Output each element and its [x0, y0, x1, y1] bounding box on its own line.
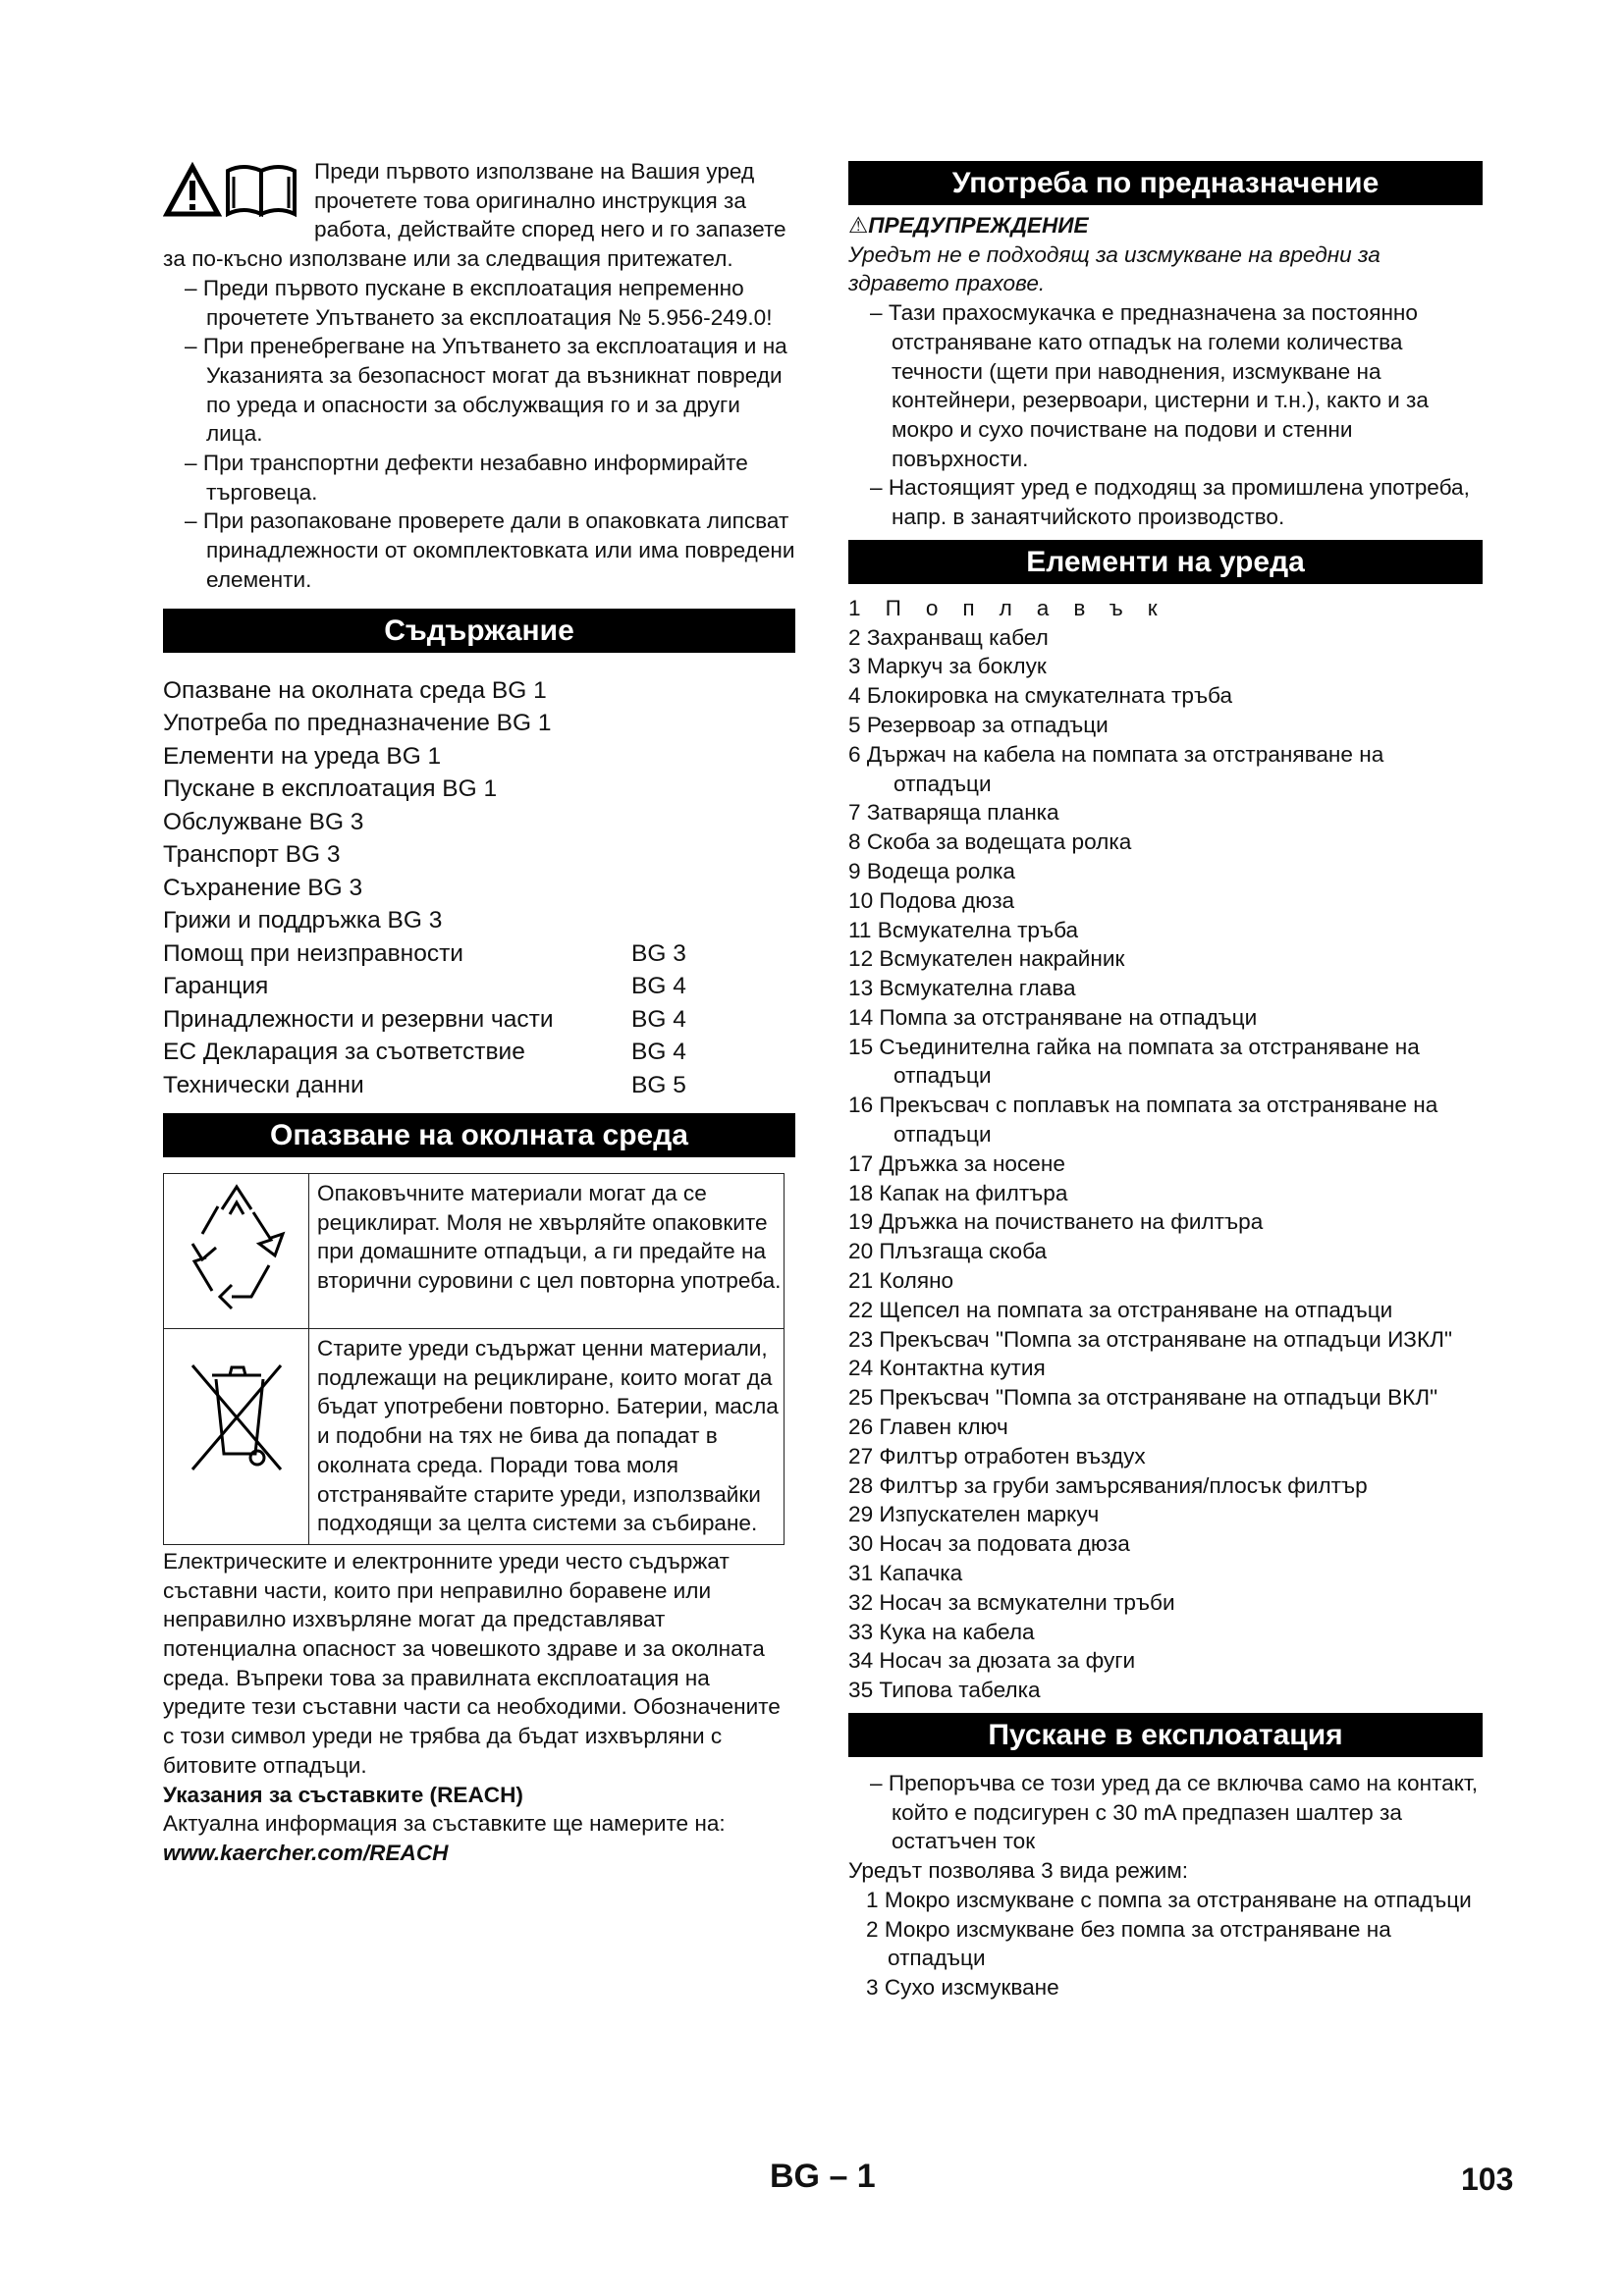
recycle-cell — [164, 1174, 309, 1329]
left-column — [163, 157, 795, 1868]
element-item: 1Поплавък — [848, 595, 1182, 620]
intended-use-bullet: – Тази прахосмукачка е предназначена за постоянно отстраняване като отпадък на големи количества течности (щети при наводнения, изсмукване на контейнери, резервоари, цистерни и т.н.), както и за мокро и сухо почистване на подови и стенни повърхности. — [870, 300, 1429, 471]
toc-entry[interactable]: Помощ при неизправности BG 3 — [163, 939, 686, 967]
toc-entry[interactable]: Употреба по предназначение BG 1 — [163, 710, 552, 737]
right-column — [848, 157, 1483, 2002]
toc-entry[interactable]: Транспорт BG 3 — [163, 841, 341, 869]
intro-bullet: – Преди първото пускане в експлоатация непременно прочетете Упътването за експлоатация № 5.956-249.0! — [185, 275, 773, 330]
warning-manual-icon — [163, 161, 306, 218]
element-item: 17 Дръжка за носене — [848, 1150, 1065, 1176]
mode-item: 1 Мокро изсмукване с помпа за отстраняване на отпадъци — [866, 1887, 1472, 1912]
environment-heading: Опазване на околната среда — [163, 1113, 795, 1157]
elements-list — [848, 594, 1483, 1705]
startup-heading: Пускане в експлоатация — [848, 1713, 1483, 1757]
toc-list — [163, 674, 795, 1102]
element-item: 2 Захранващ кабел — [848, 624, 1049, 650]
element-item: 26 Главен ключ — [848, 1415, 1008, 1440]
element-item: 23 Прекъсвач "Помпа за отстраняване на отпадъци ИЗКЛ" — [848, 1326, 1452, 1352]
element-item: 10 Подова дюза — [848, 887, 1015, 913]
startup-bullet: – Препоръчва се този уред да се включва само на контакт, който е подсигурен с 30 mA предпазен шалтер за остатъчен ток — [870, 1771, 1478, 1854]
reach-text: Актуална информация за съставките ще намерите на: — [163, 1811, 726, 1837]
element-item: 35 Типова табелка — [848, 1678, 1041, 1703]
modes-intro: Уредът позволява 3 вида режим: — [848, 1858, 1189, 1884]
element-item: 25 Прекъсвач "Помпа за отстраняване на отпадъци ВКЛ" — [848, 1385, 1438, 1411]
element-item: 21 Коляно — [848, 1268, 954, 1294]
mode-item: 3 Сухо изсмукване — [866, 1974, 1059, 2000]
element-item: 28 Филтър за груби замърсявания/плосък филтър — [848, 1472, 1368, 1498]
element-item: 16 Прекъсвач с поплавък на помпата за отстраняване на отпадъци — [848, 1093, 1438, 1148]
footer-section-label: BG – 1 — [770, 2158, 876, 2195]
toc-entry[interactable]: Пускане в експлоатация BG 1 — [163, 775, 498, 803]
element-item: 22 Щепсел на помпата за отстраняване на отпадъци — [848, 1297, 1393, 1322]
intro-bullet: – При разопаковане проверете дали в опаковката липсват принадлежности от окомплектовката или има повредени елементи. — [185, 508, 795, 592]
recycle-text: Опаковъчните материали могат да се рециклират. Моля не хвърляйте опаковките при домашните отпадъци, а ги предайте на вторични суровини с цел повторна употреба. — [309, 1174, 785, 1329]
element-item: 27 Филтър отработен въздух — [848, 1443, 1146, 1468]
toc-entry[interactable]: Опазване на околната среда BG 1 — [163, 676, 547, 704]
crossed-bin-icon — [173, 1346, 300, 1493]
element-item: 31 Капачка — [848, 1561, 963, 1586]
intro-paragraph — [163, 157, 795, 274]
mode-item: 2 Мокро изсмукване без помпа за отстраняване на отпадъци — [866, 1916, 1391, 1971]
weee-text: Старите уреди съдържат ценни материали, подлежащи на рециклиране, които могат да бъдат употребени повторно. Батерии, масла и подобни на тях не бива да попадат в околната среда. Поради това моля отстранявайте старите уреди, използвайки подходящи за целта системи за събиране. — [309, 1329, 785, 1545]
element-item: 4 Блокировка на смукателната тръба — [848, 683, 1233, 709]
element-item: 6 Държач на кабела на помпата за отстраняване на отпадъци — [848, 741, 1384, 796]
toc-entry[interactable]: Грижи и поддръжка BG 3 — [163, 907, 443, 934]
toc-entry[interactable]: ЕС Декларация за съответствие BG 4 — [163, 1039, 686, 1066]
recycle-icon — [173, 1175, 300, 1322]
warning-text: Уредът не е подходящ за изсмукване на вредни за здравето прахове. — [848, 241, 1380, 296]
reach-heading: Указания за съставките (REACH) — [163, 1782, 523, 1807]
toc-entry[interactable]: Технически данни BG 5 — [163, 1071, 686, 1098]
elements-heading: Елементи на уреда — [848, 540, 1483, 584]
element-item: 11 Всмукателна тръба — [848, 917, 1079, 942]
element-item: 34 Носач за дюзата за фуги — [848, 1648, 1136, 1674]
element-item: 29 Изпускателен маркуч — [848, 1502, 1100, 1527]
intended-use-bullet: – Настоящият уред е подходящ за промишлена употреба, напр. в занаятчийското производство. — [870, 475, 1470, 530]
element-item: 32 Носач за всмукателни тръби — [848, 1589, 1175, 1615]
warning-label: ⚠ПРЕДУПРЕЖДЕНИЕ — [848, 213, 1089, 238]
footer-page-number: 103 — [1461, 2162, 1514, 2197]
toc-entry[interactable]: Гаранция BG 4 — [163, 973, 686, 1000]
toc-entry[interactable]: Принадлежности и резервни части BG 4 — [163, 1005, 686, 1033]
intended-use-heading: Употреба по предназначение — [848, 161, 1483, 205]
element-item: 9 Водеща ролка — [848, 858, 1015, 883]
intro-text: Преди първото използване на Вашия уред прочетете това оригинално инструкция за работа, действайте според него и го запазете за по-късно използване или за следващия притежател. — [163, 159, 786, 272]
intro-bullet: – При пренебрегване на Упътването за експлоатация и на Указанията за безопасност могат да възникнат повреди по уреда и опасности за обслужващия го и за други лица. — [185, 334, 787, 447]
toc-entry[interactable]: Елементи на уреда BG 1 — [163, 742, 442, 770]
environment-table — [163, 1173, 785, 1545]
electric-paragraph: Електрическите и електронните уреди често съдържат съставни части, които при неправилно боравене или неправилно изхвърляне могат да представляват потенциална опасност за човешкото здраве и за околната среда. Въпреки това за правилната експлоатация на уредите тези съставни части са необходими. Обозначените с този символ уреди не трябва да бъдат изхвърляни с битовите отпадъци. — [163, 1548, 781, 1778]
toc-entry[interactable]: Съхранение BG 3 — [163, 874, 363, 901]
reach-link[interactable]: www.kaercher.com/REACH — [163, 1841, 449, 1865]
element-item: 15 Съединителна гайка на помпата за отстраняване на отпадъци — [848, 1034, 1420, 1089]
intro-bullet: – При транспортни дефекти незабавно информирайте търговеца. — [185, 451, 748, 505]
element-item: 14 Помпа за отстраняване на отпадъци — [848, 1004, 1258, 1030]
toc-entry[interactable]: Обслужване BG 3 — [163, 808, 364, 835]
element-item: 5 Резервоар за отпадъци — [848, 712, 1109, 737]
element-item: 30 Носач за подовата дюза — [848, 1531, 1130, 1557]
element-item: 3 Маркуч за боклук — [848, 654, 1047, 679]
element-item: 18 Капак на филтъра — [848, 1180, 1068, 1205]
weee-cell — [164, 1329, 309, 1545]
element-item: 33 Кука на кабела — [848, 1619, 1035, 1644]
element-item: 24 Контактна кутия — [848, 1356, 1046, 1381]
element-item: 12 Всмукателен накрайник — [848, 946, 1125, 972]
element-item: 19 Дръжка на почистването на филтъра — [848, 1209, 1264, 1235]
toc-heading: Съдържание — [163, 609, 795, 653]
element-item: 7 Затваряща планка — [848, 800, 1059, 826]
element-item: 8 Скоба за водещата ролка — [848, 829, 1132, 855]
element-item: 13 Всмукателна глава — [848, 976, 1076, 1001]
element-item: 20 Плъзгаща скоба — [848, 1239, 1048, 1264]
